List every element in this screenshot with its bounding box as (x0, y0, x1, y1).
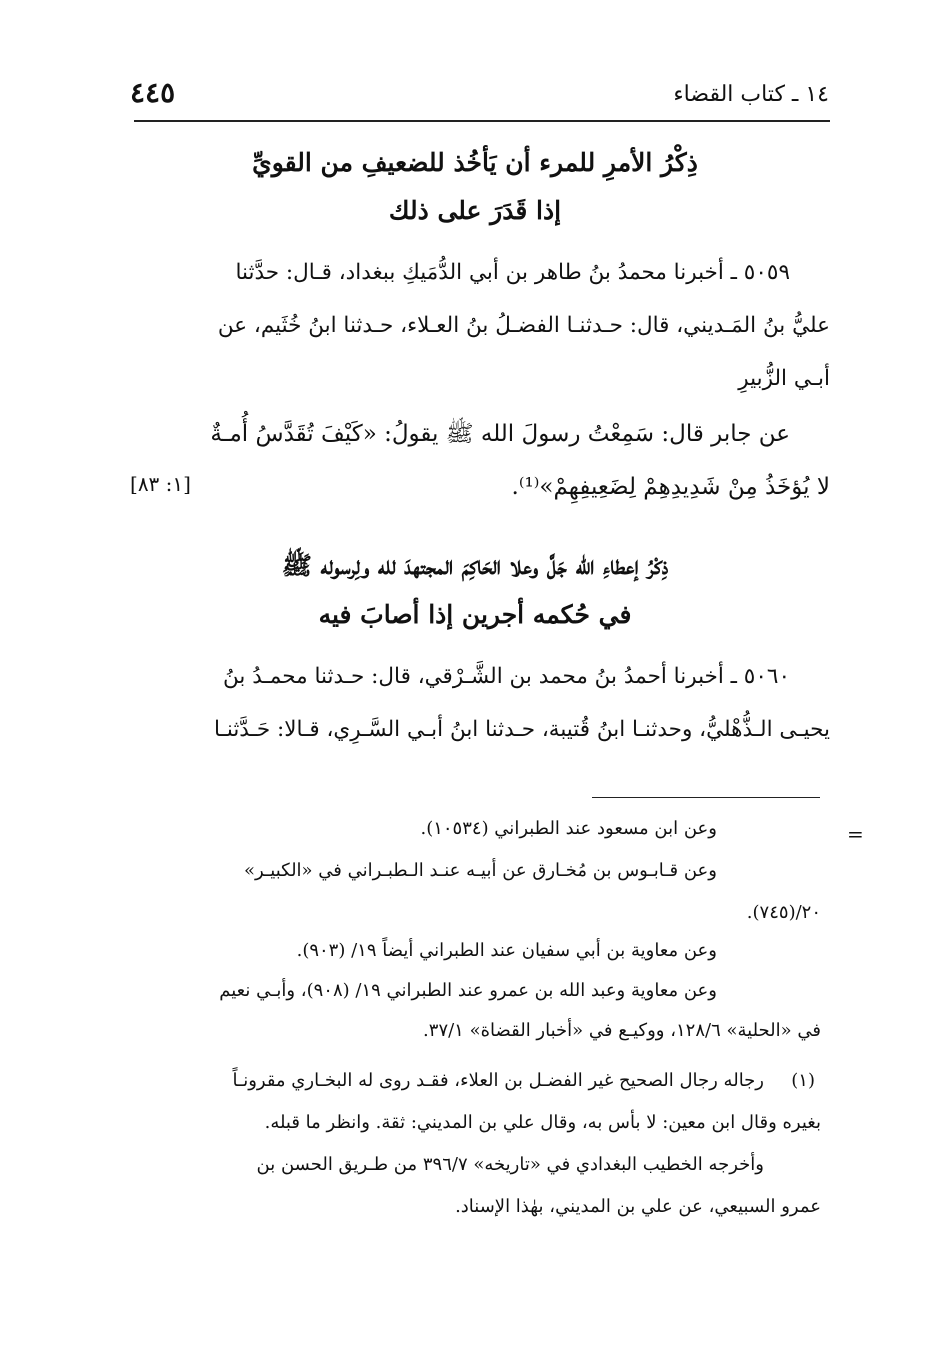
footnote-number-1: (١) (791, 1070, 815, 1091)
isnad-line: ٥٠٦٠ ـ أخبرنا أحمدُ بنُ محمد بن الشَّـرْقي، قال: حـدثنا محمـدُ بنُ (223, 664, 790, 689)
section-heading-2a: ذِكْرُ إعطاءِ الله جَلَّ وعلا الحَاكِمَ المجتهدَ لله ولِرسوله ﷺ (281, 551, 669, 580)
page-number: ٤٤٥ (130, 76, 176, 109)
isnad-line: عليُّ بنُ المَـديني، قال: حـدثنـا الفضـلُ بنُ العـلاء، حـدثنا ابنُ خُثَيم، عن (217, 313, 830, 338)
footnote-line: وعن ابن مسعود عند الطبراني (١٠٥٣٤). (420, 818, 717, 839)
header-divider (134, 120, 830, 122)
footnote-line: ٢٠/(٧٤٥). (746, 902, 821, 923)
footnote-line: وعن معاوية بن أبي سفيان عند الطبراني أيضاً ١٩/ (٩٠٣). (296, 940, 717, 961)
hadith-5060-isnad (128, 650, 830, 756)
hadith-reference: [١: ٨٣] (130, 472, 191, 496)
isnad-line: ٥٠٥٩ ـ أخبرنا محمدُ بنُ طاهر بن أبي الدُّمَيكِ ببغداد، قـال: حدَّثنا (235, 260, 790, 285)
footnote-line: وعن معاوية وعبد الله بن عمرو عند الطبراني ١٩/ (٩٠٨)، وأبـي نعيم (219, 980, 717, 1001)
footnote-1-line: رجاله رجال الصحيح غير الفضـل بن العلاء، فقـد روى له البخـاري مقرونـاً (232, 1070, 764, 1091)
footnote-1-line: عمرو السبيعي، عن علي بن المديني، بهٰذا الإسناد. (455, 1196, 821, 1217)
isnad-line: يحيـى الـذُّهْليُّ، وحدثنـا ابنُ قُتيبة، حـدثنا ابنُ أبـي السَّـرِي، قـالا: حَـدَّثنـا (213, 717, 830, 742)
section-heading-1a: ذِكْرُ الأمرِ للمرء أن يَأخُذ للضعيفِ من القويِّ (252, 148, 698, 177)
footnote-1-line: بغيره وقال ابن معين: لا بأس به، وقال علي بن المديني: ثقة. وانظر ما قبله. (264, 1112, 821, 1133)
continuation-mark: = (847, 822, 864, 846)
matn-line: عن جابر قال: سَمِعْتُ رسولَ الله ﷺ يقولُ: «كَيْفَ تُقَدَّسُ أُمـةٌ (210, 421, 790, 447)
footnote-1-line: وأخرجه الخطيب البغدادي في «تاريخه» ٣٩٦/٧ من طـريق الحسن بن (256, 1154, 764, 1175)
hadith-5059-isnad (128, 246, 830, 405)
section-heading-1b: إذا قَدَرَ على ذلك (388, 196, 562, 225)
footnote-line: في «الحلية» ١٢٨/٦، ووكيـع في «أخبار القضاة» ٣٧/١. (423, 1020, 821, 1041)
hadith-5059-matn (128, 408, 830, 514)
isnad-line: أبـي الزُّبيرِ (738, 366, 830, 391)
footnote-divider (592, 797, 820, 798)
section-heading-2b: في حُكمه أجرين إذا أصابَ فيه (318, 600, 632, 629)
chapter-title: ١٤ ـ كتاب القضاء (673, 82, 829, 107)
matn-line: لا يُؤخَذُ مِنْ شَدِيدِهِمْ لِضَعِيفِهِمْ»⁽¹⁾. (511, 474, 830, 500)
footnote-line: وعن قـابـوس بن مُخـارق عن أبيـه عنـد الـطبـراني في «الكبيـر» (244, 860, 717, 881)
